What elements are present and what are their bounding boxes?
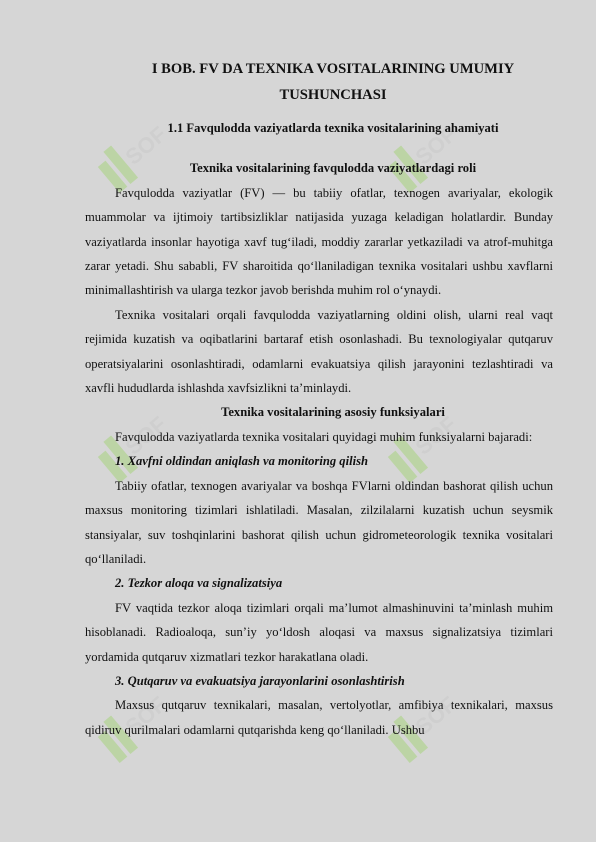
chapter-title: I BOB. FV DA TEXNIKA VOSITALARINING UMUMIY TUSHUNCHASI bbox=[151, 61, 515, 103]
svg-text:SOF: SOF bbox=[120, 411, 168, 460]
document-body bbox=[85, 56, 553, 742]
paragraph: Tabiiy ofatlar, texnogen avariyalar va boshqa FVlarni oldindan bashorat qilish uchun maxsus monitoring tizimlari ishlatiladi. Masalan, zilzilalarni kuzatish uchun seysmik stansiyalar, suv toshqinlarini bashorat qilish uchun gidrometeorologik texnika vositalari qo‘llaniladi. bbox=[85, 478, 553, 566]
section-title: 1.1 Favqulodda vaziyatlarda texnika vositalarining ahamiyati bbox=[167, 121, 499, 135]
svg-text:SOF: SOF bbox=[410, 411, 458, 460]
paragraph: FV vaqtida tezkor aloqa tizimlari orqali ma’lumot almashinuvini ta’minlash muhim hisoblanadi. Radioaloqa, sun’iy yo‘ldosh aloqasi va maxsus signalizatsiya tizimlari yordamida qutqaruv xizmatlari tezkor harakatlana oladi. bbox=[85, 600, 553, 664]
paragraph: Favqulodda vaziyatlarda texnika vositalari quyidagi muhim funksiyalarni bajaradi: bbox=[115, 429, 533, 444]
subheading-functions: Texnika vositalarining asosiy funksiyalari bbox=[221, 405, 445, 420]
paragraph: Maxsus qutqaruv texnikalari, masalan, vertolyotlar, amfibiya texnikalari, maxsus qidiruv qurilmalari odamlarni qutqarishda keng qo‘llaniladi. Ushbu bbox=[85, 698, 553, 737]
list-item-heading: 2. Tezkor aloqa va signalizatsiya bbox=[115, 576, 283, 591]
svg-text:SOF: SOF bbox=[410, 691, 458, 740]
subheading-role: Texnika vositalarining favqulodda vaziyatlardagi roli bbox=[189, 161, 477, 176]
svg-text:SOF: SOF bbox=[120, 691, 168, 740]
list-item-heading: 3. Qutqaruv va evakuatsiya jarayonlarini osonlashtirish bbox=[115, 673, 405, 688]
svg-text:SOF: SOF bbox=[410, 121, 458, 170]
paragraph: Texnika vositalari orqali favqulodda vaziyatlarning oldini olish, ularni real vaqt rejimida kuzatish va oqibatlarini bartaraf etish osonlashadi. Bu texnologiyalar qutqaruv operatsiyalarini osonlashtiradi, odamlarni evakuatsiya qilish jarayonini tezlashtiradi va xavfli hududlarda ishlashda xavfsizlikni ta’minlaydi. bbox=[85, 307, 553, 396]
list-item-heading: 1. Xavfni oldindan aniqlash va monitoring qilish bbox=[115, 454, 368, 469]
paragraph: Favqulodda vaziyatlar (FV) — bu tabiiy ofatlar, texnogen avariyalar, ekologik muammolar va ijtimoiy tartibsizliklar natijasida yuzaga keladigan holatlardir. Bunday vaziyatlarda insonlar hayotiga xavf tug‘iladi, moddiy zararlar yetkaziladi va atrof-muhitga zarar yetadi. Shu sababli, FV sharoitida qo‘llaniladigan texnika vositalari ushbu xavflarni minimallashtirish va ularga tezkor javob berishda muhim rol o‘ynaydi. bbox=[85, 185, 553, 298]
svg-text:SOF: SOF bbox=[120, 121, 168, 170]
